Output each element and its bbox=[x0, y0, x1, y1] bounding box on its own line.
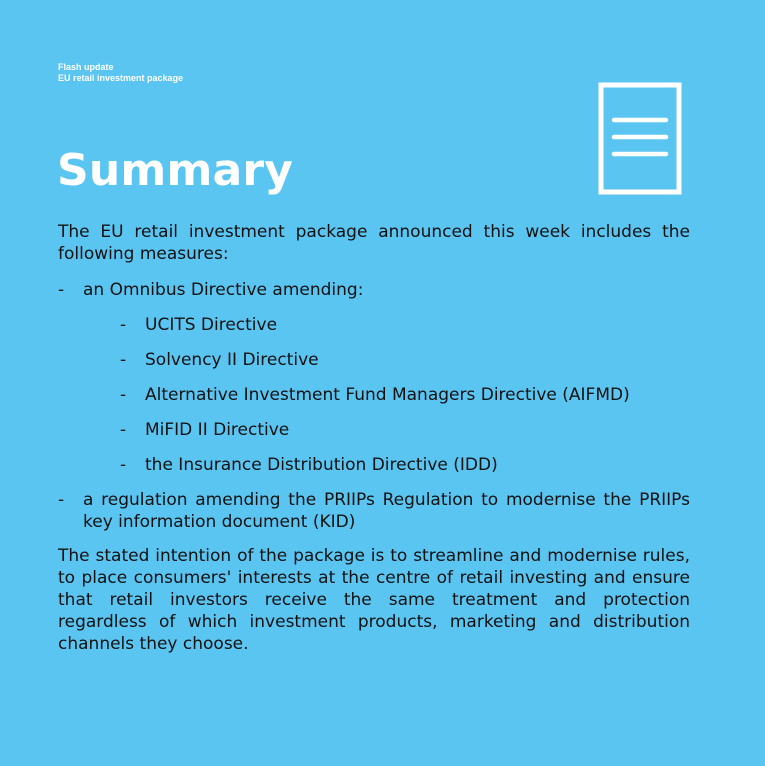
header-line-package: EU retail investment package bbox=[58, 73, 184, 83]
intro-paragraph: The EU retail investment package announced this week includes the following measures: bbox=[58, 222, 690, 264]
sublist-item bbox=[83, 454, 690, 476]
measure-omnibus-directive bbox=[58, 279, 690, 476]
list-dash: - bbox=[120, 315, 127, 335]
closing-paragraph: The stated intention of the package is to streamline and modernise rules, to place consumers' interests at the centre of retail investing and ensure that retail investors receive the same treatment and protection regardless of which investment products, marketing and distribution channels they choose. bbox=[58, 546, 690, 654]
directive-sublist bbox=[83, 314, 690, 476]
sublist-item-text: Solvency II Directive bbox=[145, 350, 319, 370]
list-dash: - bbox=[120, 455, 127, 475]
list-dash: - bbox=[58, 280, 65, 300]
sublist-item bbox=[83, 349, 690, 371]
list-dash: - bbox=[120, 385, 127, 405]
measure-priips-regulation bbox=[58, 489, 690, 533]
measures-list bbox=[58, 279, 690, 533]
sublist-item bbox=[83, 419, 690, 441]
summary-body bbox=[58, 221, 690, 655]
page-title: Summary bbox=[57, 145, 294, 196]
sublist-item-text: Alternative Investment Fund Managers Directive (AIFMD) bbox=[145, 385, 630, 405]
list-dash: - bbox=[120, 420, 127, 440]
document-icon bbox=[598, 82, 682, 195]
header-line-flash-update: Flash update bbox=[58, 62, 114, 72]
list-dash: - bbox=[58, 490, 65, 510]
measure-text: an Omnibus Directive amending: bbox=[83, 280, 364, 300]
list-dash: - bbox=[120, 350, 127, 370]
sublist-item-text: MiFID II Directive bbox=[145, 420, 290, 440]
sublist-item-text: UCITS Directive bbox=[145, 315, 278, 335]
sublist-item bbox=[83, 314, 690, 336]
header-label bbox=[58, 62, 183, 84]
sublist-item-text: the Insurance Distribution Directive (IDD) bbox=[145, 455, 498, 475]
measure-text: a regulation amending the PRIIPs Regulation to modernise the PRIIPs key information document (KID) bbox=[83, 490, 690, 532]
sublist-item bbox=[83, 384, 690, 406]
